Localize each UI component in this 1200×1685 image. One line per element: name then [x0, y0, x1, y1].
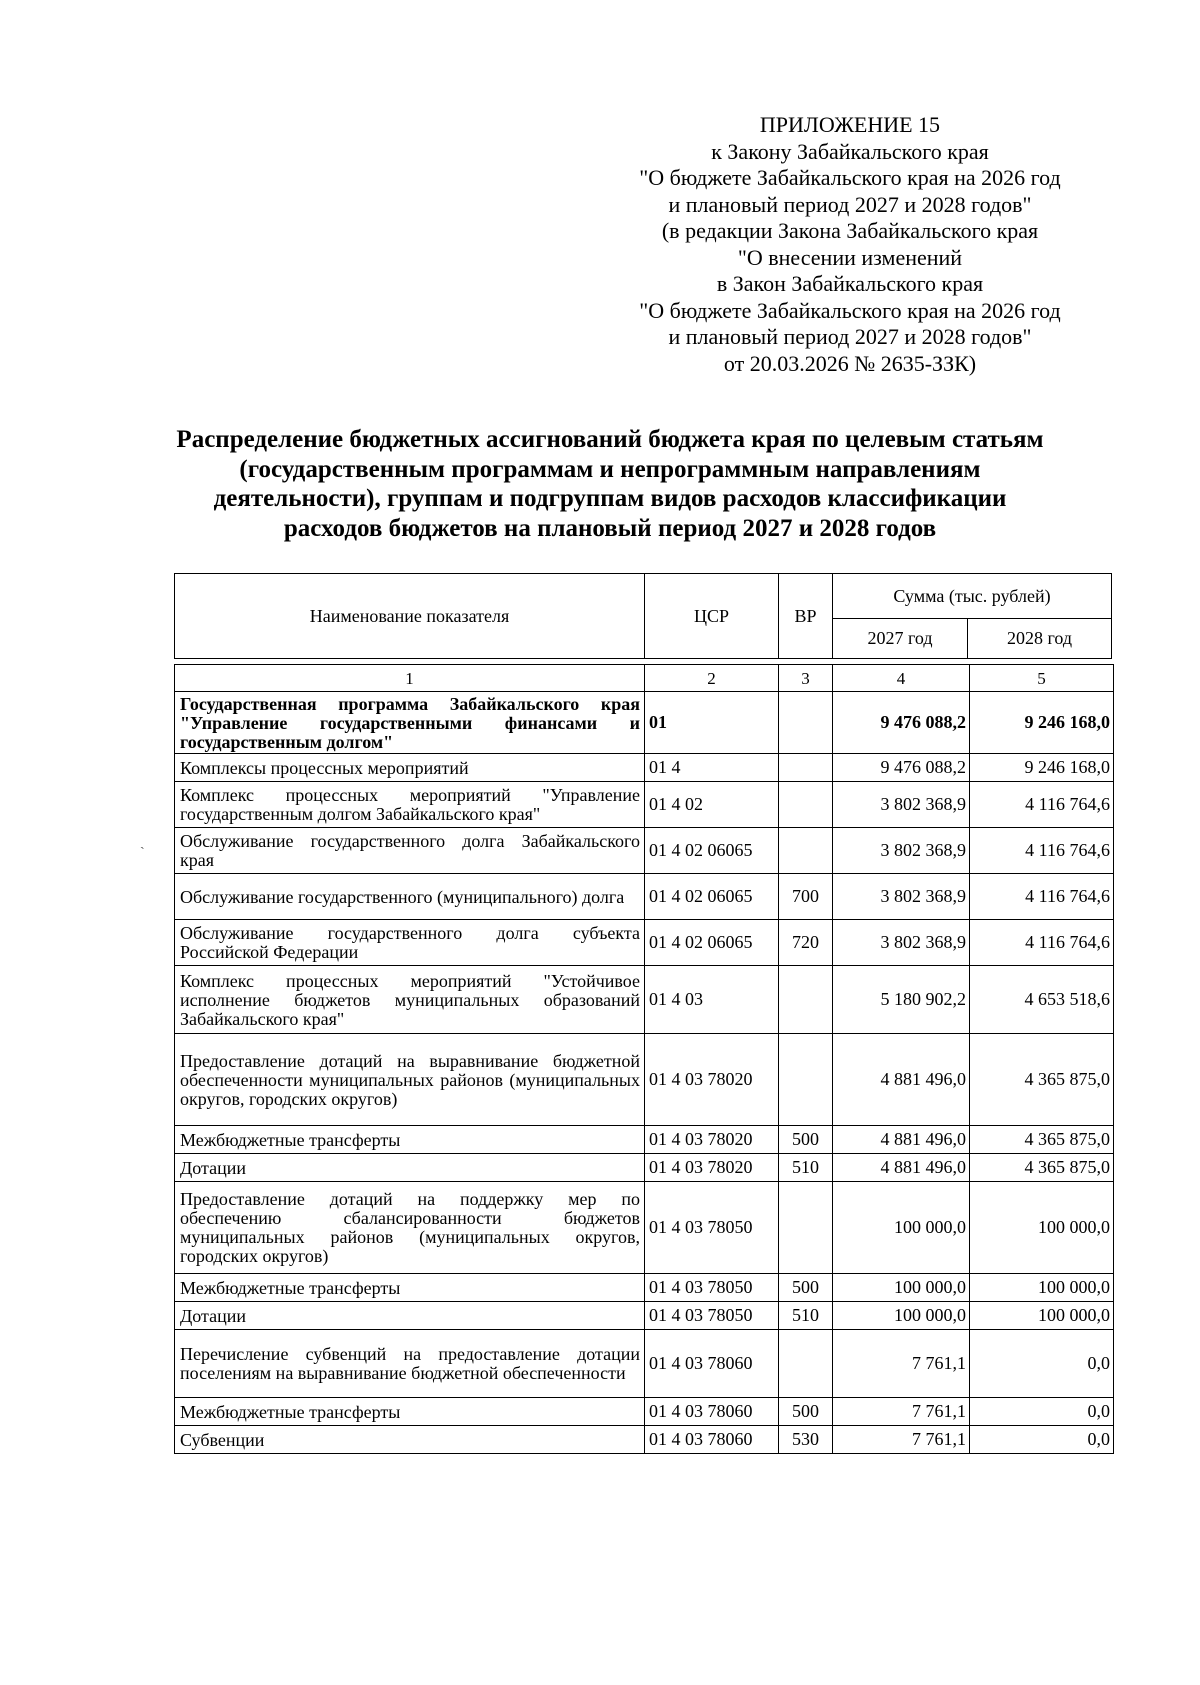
title-line: расходов бюджетов на плановый период 2027 и 2028 годов [283, 514, 937, 542]
appendix-line: (в редакции Закона Забайкальского края [661, 218, 1039, 243]
table-row [175, 920, 1114, 966]
row-name: Предоставление дотаций на выравнивание бюджетной обеспеченности муниципальных районов (муниципальных округов, городских округов) [175, 1034, 645, 1126]
row-vr: 500 [779, 1398, 833, 1426]
budget-table [174, 664, 1114, 1454]
row-csr: 01 4 02 06065 [645, 828, 779, 874]
row-vr: 720 [779, 920, 833, 966]
row-csr: 01 4 02 06065 [645, 920, 779, 966]
row-vr: 530 [779, 1426, 833, 1454]
row-vr: 700 [779, 874, 833, 920]
row-vr: 510 [779, 1302, 833, 1330]
row-csr: 01 4 03 [645, 966, 779, 1034]
column-number: 5 [970, 665, 1114, 692]
row-amount-2027: 100 000,0 [833, 1182, 970, 1274]
row-amount-2027: 4 881 496,0 [833, 1126, 970, 1154]
row-name: Обслуживание государственного (муниципального) долга [175, 874, 645, 920]
appendix-line: от 20.03.2026 № 2635-ЗЗК) [723, 350, 977, 376]
row-name: Государственная программа Забайкальского края "Управление государственными финансами и государственным долгом" [175, 692, 645, 754]
row-csr: 01 [645, 692, 779, 754]
scan-speck: ˏ [140, 835, 145, 850]
table-row [175, 966, 1114, 1034]
header-name: Наименование показателя [175, 574, 645, 659]
appendix-line: "О внесении изменений [737, 244, 963, 270]
column-number: 4 [833, 665, 970, 692]
row-amount-2027: 100 000,0 [833, 1302, 970, 1330]
row-name: Комплекс процессных мероприятий "Управление государственным долгом Забайкальского края" [175, 782, 645, 828]
row-vr [779, 1182, 833, 1274]
header-vr: ВР [779, 574, 833, 659]
row-vr: 500 [779, 1126, 833, 1154]
row-amount-2027: 3 802 368,9 [833, 782, 970, 828]
table-header [174, 573, 1112, 659]
row-csr: 01 4 03 78020 [645, 1126, 779, 1154]
header-sum: Сумма (тыс. рублей) [833, 574, 1112, 619]
title-line: (государственным программам и непрограммным направлениям [239, 455, 981, 483]
column-number-row [175, 665, 1114, 692]
row-amount-2027: 3 802 368,9 [833, 828, 970, 874]
row-amount-2027: 3 802 368,9 [833, 920, 970, 966]
row-csr: 01 4 [645, 754, 779, 782]
row-csr: 01 4 03 78020 [645, 1034, 779, 1126]
row-name: Межбюджетные трансферты [175, 1398, 645, 1426]
row-amount-2027: 100 000,0 [833, 1274, 970, 1302]
table-row [175, 754, 1114, 782]
row-amount-2027: 7 761,1 [833, 1426, 970, 1454]
row-vr [779, 754, 833, 782]
row-name: Предоставление дотаций на поддержку мер по обеспечению сбалансированности бюджетов муниципальных районов (муниципальных округов, городских округов) [175, 1182, 645, 1274]
table-row [175, 1426, 1114, 1454]
row-amount-2028: 4 116 764,6 [970, 782, 1114, 828]
row-amount-2028: 9 246 168,0 [970, 692, 1114, 754]
title-line: Распределение бюджетных ассигнований бюджета края по целевым статьям [176, 426, 1044, 453]
column-number: 2 [645, 665, 779, 692]
row-amount-2028: 0,0 [970, 1398, 1114, 1426]
row-name: Субвенции [175, 1426, 645, 1454]
appendix-line: и плановый период 2027 и 2028 годов" [668, 191, 1032, 217]
row-name: Обслуживание государственного долга Забайкальского края [175, 828, 645, 874]
appendix-line: "О бюджете Забайкальского края на 2026 год [639, 297, 1061, 323]
row-vr: 510 [779, 1154, 833, 1182]
row-csr: 01 4 03 78050 [645, 1274, 779, 1302]
row-csr: 01 4 03 78060 [645, 1330, 779, 1398]
header-csr: ЦСР [645, 574, 779, 659]
column-number: 1 [175, 665, 645, 692]
row-amount-2028: 0,0 [970, 1330, 1114, 1398]
row-amount-2027: 9 476 088,2 [833, 692, 970, 754]
row-amount-2027: 3 802 368,9 [833, 874, 970, 920]
table-row [175, 1126, 1114, 1154]
title-line: деятельности), группам и подгруппам видов расходов классификации [213, 485, 1007, 512]
row-amount-2027: 7 761,1 [833, 1330, 970, 1398]
row-csr: 01 4 02 [645, 782, 779, 828]
row-vr [779, 1034, 833, 1126]
appendix-line: и плановый период 2027 и 2028 годов" [668, 324, 1032, 349]
table-row [175, 1182, 1114, 1274]
row-amount-2027: 4 881 496,0 [833, 1154, 970, 1182]
row-vr [779, 782, 833, 828]
appendix-line: "О бюджете Забайкальского края на 2026 год [639, 165, 1061, 190]
row-amount-2028: 100 000,0 [970, 1182, 1114, 1274]
table-row [175, 782, 1114, 828]
row-csr: 01 4 03 78050 [645, 1302, 779, 1330]
table-row [175, 1398, 1114, 1426]
document-title [150, 425, 1070, 543]
row-name: Комплексы процессных мероприятий [175, 754, 645, 782]
row-name: Межбюджетные трансферты [175, 1274, 645, 1302]
table-row [175, 874, 1114, 920]
row-amount-2028: 0,0 [970, 1426, 1114, 1454]
row-amount-2028: 4 653 518,6 [970, 966, 1114, 1034]
row-name: Дотации [175, 1302, 645, 1330]
row-amount-2028: 4 116 764,6 [970, 920, 1114, 966]
row-amount-2028: 4 365 875,0 [970, 1126, 1114, 1154]
header-year-2028: 2028 год [968, 619, 1112, 659]
row-name: Обслуживание государственного долга субъекта Российской Федерации [175, 920, 645, 966]
row-amount-2028: 100 000,0 [970, 1302, 1114, 1330]
row-vr [779, 966, 833, 1034]
row-csr: 01 4 03 78060 [645, 1398, 779, 1426]
header-year-2027: 2027 год [833, 619, 968, 659]
row-csr: 01 4 03 78020 [645, 1154, 779, 1182]
row-amount-2028: 4 365 875,0 [970, 1154, 1114, 1182]
row-vr [779, 692, 833, 754]
table-row [175, 1274, 1114, 1302]
row-name: Межбюджетные трансферты [175, 1126, 645, 1154]
row-csr: 01 4 02 06065 [645, 874, 779, 920]
table-row [175, 1302, 1114, 1330]
row-amount-2027: 7 761,1 [833, 1398, 970, 1426]
appendix-line: в Закон Забайкальского края [716, 271, 984, 296]
column-number: 3 [779, 665, 833, 692]
row-name: Дотации [175, 1154, 645, 1182]
row-name: Перечисление субвенций на предоставление дотации поселениям на выравнивание бюджетной обеспеченности [175, 1330, 645, 1398]
appendix-line: к Закону Забайкальского края [711, 138, 989, 164]
row-amount-2027: 9 476 088,2 [833, 754, 970, 782]
table-row [175, 692, 1114, 754]
table-row [175, 1330, 1114, 1398]
row-vr [779, 1330, 833, 1398]
table-row [175, 1034, 1114, 1126]
row-csr: 01 4 03 78060 [645, 1426, 779, 1454]
row-amount-2027: 5 180 902,2 [833, 966, 970, 1034]
row-amount-2028: 4 116 764,6 [970, 828, 1114, 874]
table-row [175, 828, 1114, 874]
row-amount-2028: 100 000,0 [970, 1274, 1114, 1302]
row-csr: 01 4 03 78050 [645, 1182, 779, 1274]
appendix-header [600, 112, 1100, 377]
row-name: Комплекс процессных мероприятий "Устойчивое исполнение бюджетов муниципальных образований Забайкальского края" [175, 966, 645, 1034]
row-amount-2028: 4 116 764,6 [970, 874, 1114, 920]
row-amount-2028: 9 246 168,0 [970, 754, 1114, 782]
row-vr: 500 [779, 1274, 833, 1302]
row-amount-2027: 4 881 496,0 [833, 1034, 970, 1126]
table-row [175, 1154, 1114, 1182]
appendix-line: ПРИЛОЖЕНИЕ 15 [759, 112, 941, 137]
row-amount-2028: 4 365 875,0 [970, 1034, 1114, 1126]
row-vr [779, 828, 833, 874]
